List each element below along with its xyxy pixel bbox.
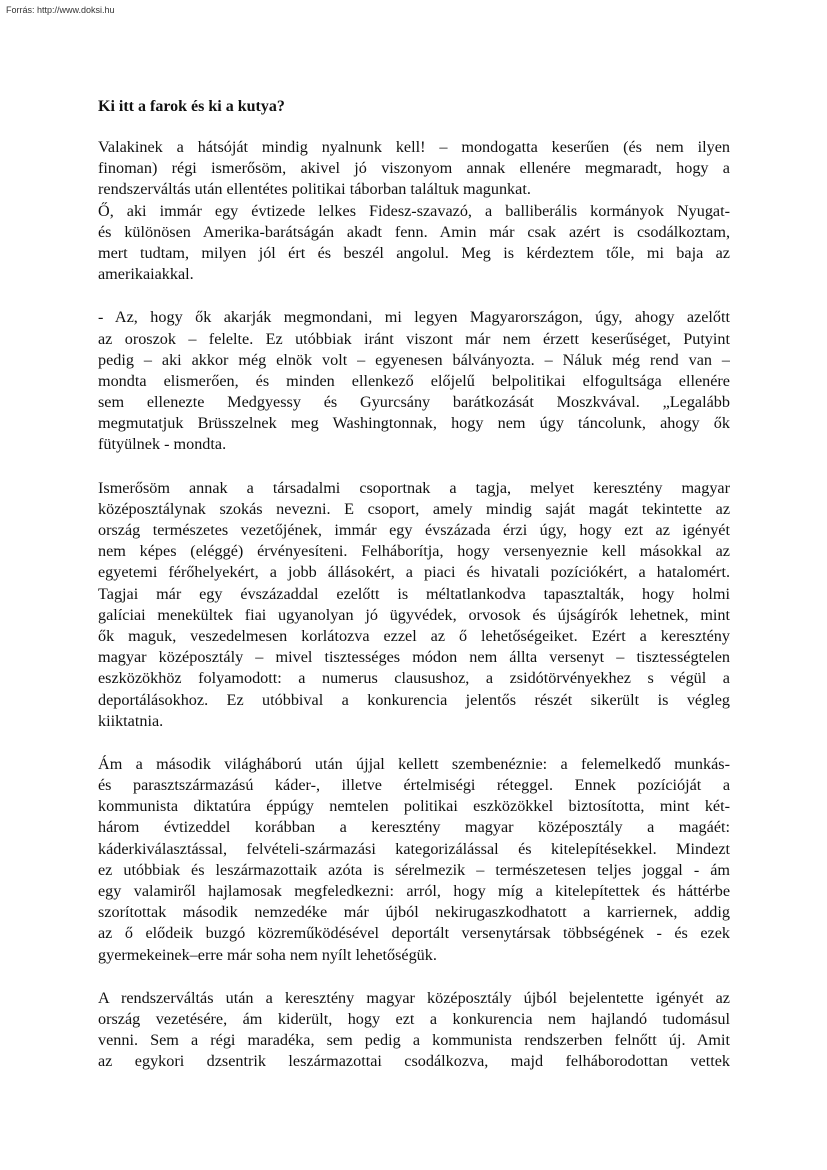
- text-line: Ismerősöm annak a társadalmi csoportnak a tagja, melyet keresztény magyar: [98, 478, 730, 497]
- text-line: ez utóbbiak és leszármazottaik azóta is sérelmezik – természetesen teljes joggal - ám: [98, 860, 730, 879]
- text-line: Valakinek a hátsóját mindig nyalnunk kell! – mondogatta keserűen (és nem ilyen: [98, 138, 730, 156]
- text-line: A rendszerváltás után a keresztény magyar középosztály újból bejelentette igényét az: [98, 988, 730, 1007]
- text-line: és parasztszármazású káder-, illetve értelmiségi réteggel. Ennek pozícióját a: [98, 776, 730, 795]
- text-line: az oroszok – felelte. Ez utóbbiak iránt viszont már nem érzett keserűséget, Putyint: [98, 329, 730, 348]
- text-line: venni. Sem a régi maradéka, sem pedig a kommunista rendszerben felnőtt új. Amit: [98, 1031, 730, 1050]
- text-line: az ő elődeik buzgó közreműködésével deportált versenytársak többségének - és ezek: [98, 924, 730, 943]
- paragraph: [98, 478, 730, 732]
- text-line: pedig – aki akkor még elnök volt – egyenesen bálványozta. – Náluk még rend van –: [98, 350, 730, 369]
- source-note: Forrás: http://www.doksi.hu: [6, 5, 115, 15]
- document-title: Ki itt a farok és ki a kutya?: [98, 98, 285, 115]
- paragraph: [98, 988, 730, 1073]
- text-line: Tagjai már egy évszázaddal ezelőtt is méltatlankodva tapasztalták, hogy holmi: [98, 584, 730, 603]
- text-line: az egykori dzsentrik leszármazottai csodálkozva, majd felháborodottan vettek: [98, 1052, 730, 1071]
- text-line: egy valamiről hajlamosak megfeledkezni: arról, hogy míg a kitelepítettek és háttérbe: [98, 882, 730, 900]
- text-line: kiiktatnia.: [98, 711, 164, 730]
- text-line: káderkiválasztással, felvételi-származási kategorizálással és kitelepítésekkel. Mindezt: [98, 839, 730, 858]
- text-line: szorítottak második nemzedéke már újból nekirugaszkodhatott a karriernek, addig: [98, 903, 730, 922]
- text-line: mondta elismerően, és minden ellenkező előjelű belpolitikai elfogultsága ellenére: [98, 371, 730, 390]
- text-line: Ő, aki immár egy évtizede lelkes Fidesz-szavazó, a balliberális kormányok Nyugat-: [98, 201, 730, 220]
- text-line: megmutatjuk Brüsszelnek meg Washingtonnak, hogy nem úgy táncolunk, ahogy ők: [98, 414, 730, 433]
- text-line: galíciai menekültek fiai ugyanolyan jó ügyvédek, orvosok és újságírók lehetnek, mint: [98, 605, 730, 624]
- text-line: középosztálynak szokás nevezni. E csoport, amely mindig saját magát tekintette az: [98, 499, 730, 518]
- text-line: egyetemi férőhelyekért, a jobb állásokért, a piaci és hivatali pozíciókért, a hatalomért.: [98, 563, 730, 582]
- text-line: magyar középosztály – mivel tisztességes módon nem állta versenyt – tisztességtelen: [98, 648, 730, 667]
- paragraph: [98, 137, 730, 285]
- text-line: ők maguk, veszedelmesen korlátozva ezzel az ő lehetőségeiket. Ezért a keresztény: [98, 626, 730, 645]
- text-line: finoman) régi ismerősöm, akivel jó viszonyom annak ellenére megmaradt, hogy a: [98, 159, 730, 178]
- text-line: ország természetes vezetőjének, immár egy évszázada érzi úgy, hogy ezt az igényét: [98, 521, 730, 539]
- text-line: Ám a második világháború után újjal kellett szembenéznie: a felemelkedő munkás-: [98, 754, 730, 773]
- text-line: deportálásokhoz. Ez utóbbival a konkurencia jelentős részét sikerült is végleg: [98, 690, 730, 709]
- text-line: eszközökhöz folyamodott: a numerus clausushoz, a zsidótörvényekhez s végül a: [98, 669, 730, 688]
- text-line: amerikaiakkal.: [98, 265, 194, 284]
- paragraph: [98, 307, 730, 455]
- text-line: kommunista diktatúra éppúgy nemtelen politikai eszközökkel biztosította, mint két-: [98, 797, 730, 816]
- paragraph: [98, 754, 730, 966]
- text-line: gyermekeinek–erre már soha nem nyílt lehetőségük.: [98, 945, 437, 964]
- document-body: [98, 96, 730, 1095]
- text-line: rendszerváltás után ellentétes politikai táborban találtuk magunkat.: [98, 180, 531, 199]
- text-line: három évtizeddel korábban a keresztény magyar középosztály a magáét:: [98, 818, 730, 837]
- text-line: ország vezetésére, ám kiderült, hogy ezt a konkurencia nem hajlandó tudomásul: [98, 1009, 730, 1028]
- paragraph-container: [98, 137, 730, 1073]
- text-line: és különösen Amerika-barátságán akadt fenn. Amin már csak azért is csodálkoztam,: [98, 222, 730, 241]
- text-line: fütyülnek - mondta.: [98, 435, 227, 454]
- text-line: nem képes (eléggé) érvényesíteni. Felháborítja, hogy versenyeznie kell másokkal az: [98, 542, 730, 561]
- text-line: sem ellenezte Medgyessy és Gyurcsány barátkozását Moszkvával. „Legalább: [98, 393, 730, 412]
- text-line: - Az, hogy ők akarják megmondani, mi legyen Magyarországon, úgy, ahogy azelőtt: [98, 308, 730, 327]
- text-line: mert tudtam, milyen jól ért és beszél angolul. Meg is kérdeztem tőle, mi baja az: [98, 243, 730, 262]
